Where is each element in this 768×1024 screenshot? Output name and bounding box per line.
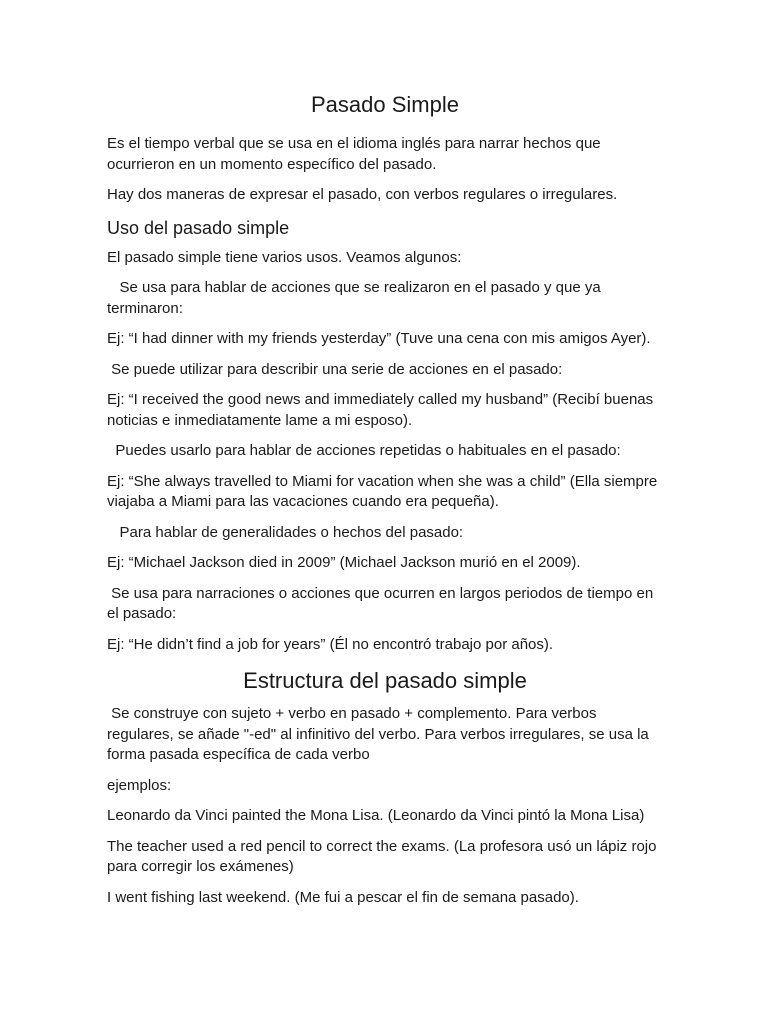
example-paragraph: Ej: “I had dinner with my friends yesterday” (Tuve una cena con mis amigos Ayer). bbox=[107, 330, 651, 347]
body-paragraph: Se puede utilizar para describir una serie de acciones en el pasado: bbox=[107, 360, 563, 378]
example-paragraph: I went fishing last weekend. (Me fui a pescar el fin de semana pasado). bbox=[107, 888, 579, 906]
example-paragraph: The teacher used a red pencil to correct the exams. (La profesora usó un lápiz rojo para corregir los exámenes) bbox=[107, 837, 661, 875]
example-paragraph: Ej: “I received the good news and immediately called my husband” (Recibí buenas noticias e inmediatamente lame a mi esposo). bbox=[107, 391, 658, 429]
body-paragraph: Se usa para narraciones o acciones que ocurren en largos periodos de tiempo en el pasado: bbox=[107, 584, 658, 622]
page-title: Pasado Simple bbox=[311, 92, 459, 117]
example-paragraph: Ej: “She always travelled to Miami for vacation when she was a child” (Ella siempre viajaba a Miami para las vacaciones cuando era pequeña). bbox=[107, 472, 662, 510]
body-paragraph: Para hablar de generalidades o hechos del pasado: bbox=[107, 523, 464, 541]
intro-paragraph: Hay dos maneras de expresar el pasado, con verbos regulares o irregulares. bbox=[107, 186, 618, 203]
body-paragraph: ejemplos: bbox=[107, 776, 172, 794]
section-heading-uso: Uso del pasado simple bbox=[107, 217, 290, 238]
intro-paragraph: Es el tiempo verbal que se usa en el idioma inglés para narrar hechos que ocurrieron en un momento específico del pasado. bbox=[107, 135, 605, 173]
example-paragraph: Leonardo da Vinci painted the Mona Lisa. (Leonardo da Vinci pintó la Mona Lisa) bbox=[107, 807, 645, 824]
body-paragraph: Puedes usarlo para hablar de acciones repetidas o habituales en el pasado: bbox=[107, 442, 621, 459]
body-paragraph: Se usa para hablar de acciones que se realizaron en el pasado y que ya terminaron: bbox=[107, 279, 605, 317]
body-paragraph: El pasado simple tiene varios usos. Veamos algunos: bbox=[107, 248, 462, 266]
body-paragraph: Se construye con sujeto + verbo en pasado + complemento. Para verbos regulares, se añade "-ed" al infinitivo del verbo. Para verbos irregulares, se usa la forma pasada específica de cada verbo bbox=[107, 705, 653, 763]
section-heading-estructura: Estructura del pasado simple bbox=[243, 668, 527, 693]
example-paragraph: Ej: “He didn’t find a job for years” (Él no encontró trabajo por años). bbox=[107, 635, 554, 653]
example-paragraph: Ej: “Michael Jackson died in 2009” (Michael Jackson murió en el 2009). bbox=[107, 554, 581, 571]
document-page bbox=[107, 91, 663, 918]
